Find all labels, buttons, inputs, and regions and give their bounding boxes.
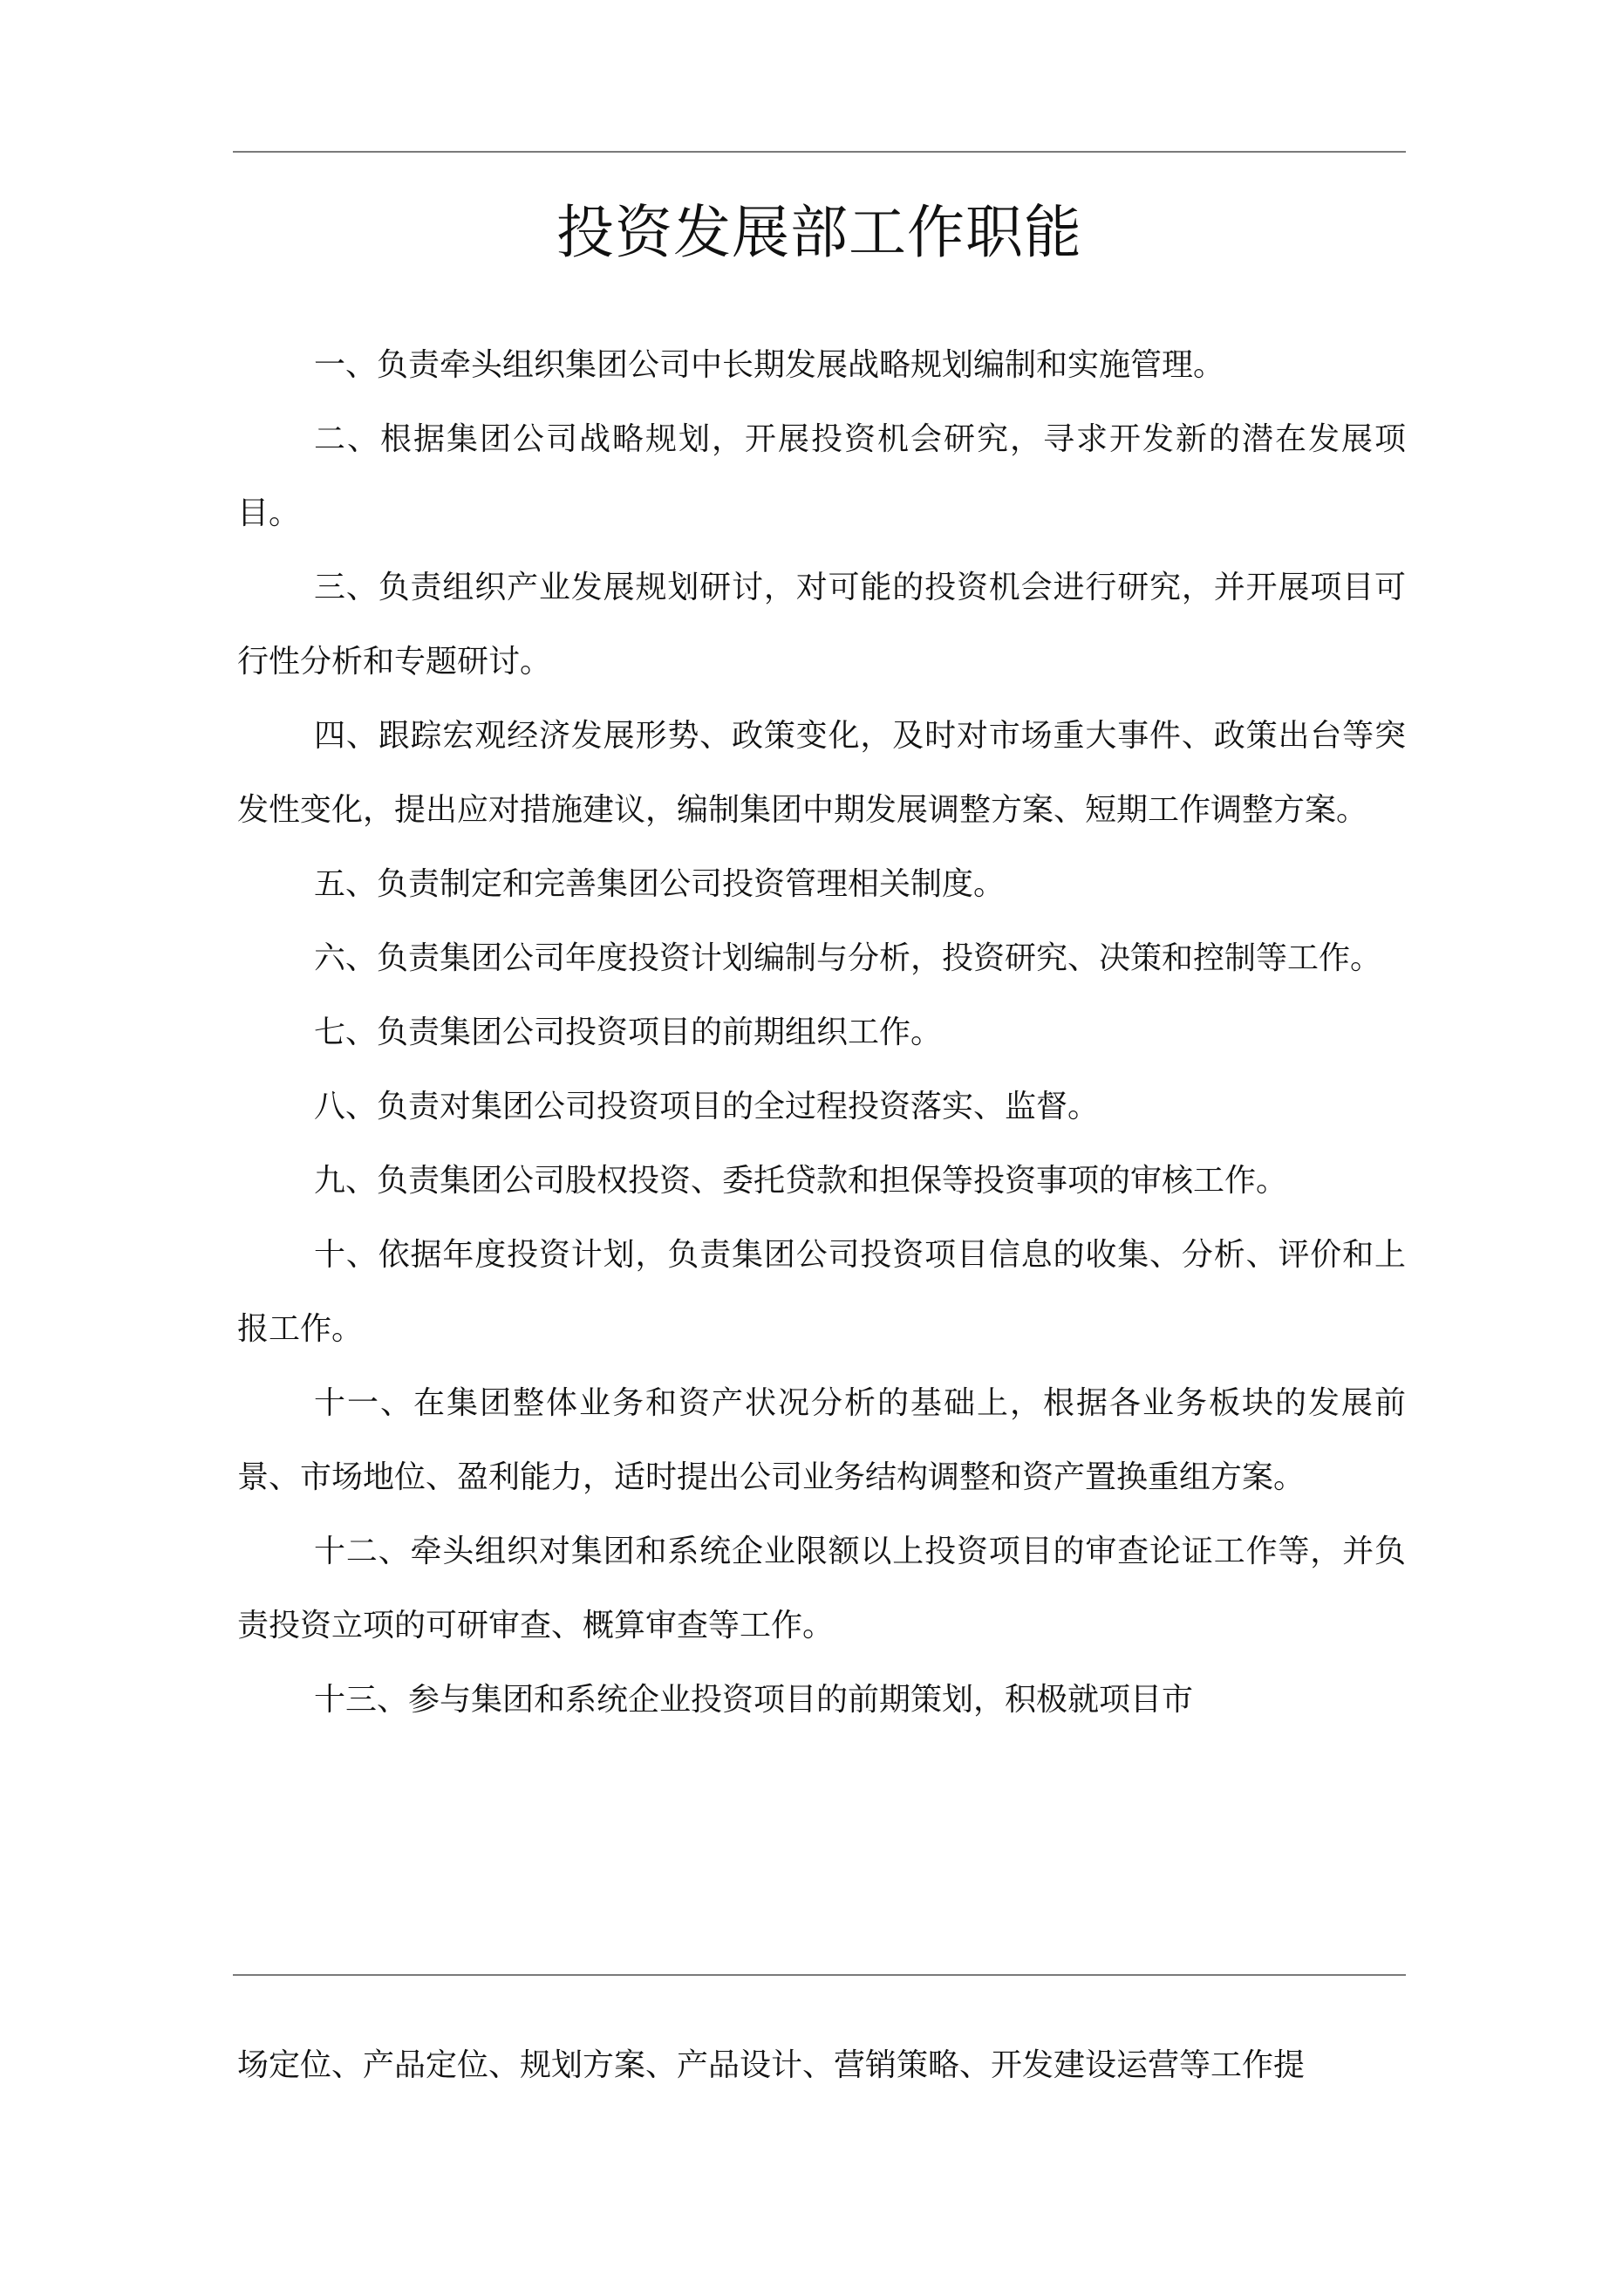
paragraph-11: 十一、在集团整体业务和资产状况分析的基础上，根据各业务板块的发展前景、市场地位、盈利能力，适时提出公司业务结构调整和资产置换重组方案。 bbox=[237, 1385, 1406, 1495]
document-title: 投资发展部工作职能 bbox=[556, 199, 1082, 266]
paragraph-7: 七、负责集团公司投资项目的前期组织工作。 bbox=[314, 1015, 943, 1050]
page-break-rule bbox=[233, 1974, 1406, 1976]
next-page-continuation-line: 场定位、产品定位、规划方案、产品设计、营销策略、开发建设运营等工作提 bbox=[237, 2047, 1306, 2083]
header-rule bbox=[233, 151, 1406, 153]
paragraph-6: 六、负责集团公司年度投资计划编制与分析，投资研究、决策和控制等工作。 bbox=[314, 940, 1382, 976]
paragraph-10: 十、依据年度投资计划，负责集团公司投资项目信息的收集、分析、评价和上报工作。 bbox=[237, 1237, 1406, 1347]
paragraph-4: 四、跟踪宏观经济发展形势、政策变化，及时对市场重大事件、政策出台等突发性变化，提出应对措施建议，编制集团中期发展调整方案、短期工作调整方案。 bbox=[237, 718, 1406, 828]
document-body bbox=[237, 328, 1406, 1737]
paragraph-8: 八、负责对集团公司投资项目的全过程投资落实、监督。 bbox=[314, 1089, 1100, 1124]
paragraph-3: 三、负责组织产业发展规划研讨，对可能的投资机会进行研究，并开展项目可行性分析和专题研讨。 bbox=[237, 570, 1406, 680]
paragraph-5: 五、负责制定和完善集团公司投资管理相关制度。 bbox=[314, 866, 1006, 902]
paragraph-1: 一、负责牵头组织集团公司中长期发展战略规划编制和实施管理。 bbox=[314, 347, 1225, 383]
paragraph-2: 二、根据集团公司战略规划，开展投资机会研究，寻求开发新的潜在发展项目。 bbox=[237, 421, 1406, 531]
paragraph-13: 十三、参与集团和系统企业投资项目的前期策划，积极就项目市 bbox=[314, 1682, 1194, 1718]
paragraph-12: 十二、牵头组织对集团和系统企业限额以上投资项目的审查论证工作等，并负责投资立项的可研审查、概算审查等工作。 bbox=[237, 1534, 1406, 1643]
paragraph-9: 九、负责集团公司股权投资、委托贷款和担保等投资事项的审核工作。 bbox=[314, 1163, 1288, 1199]
